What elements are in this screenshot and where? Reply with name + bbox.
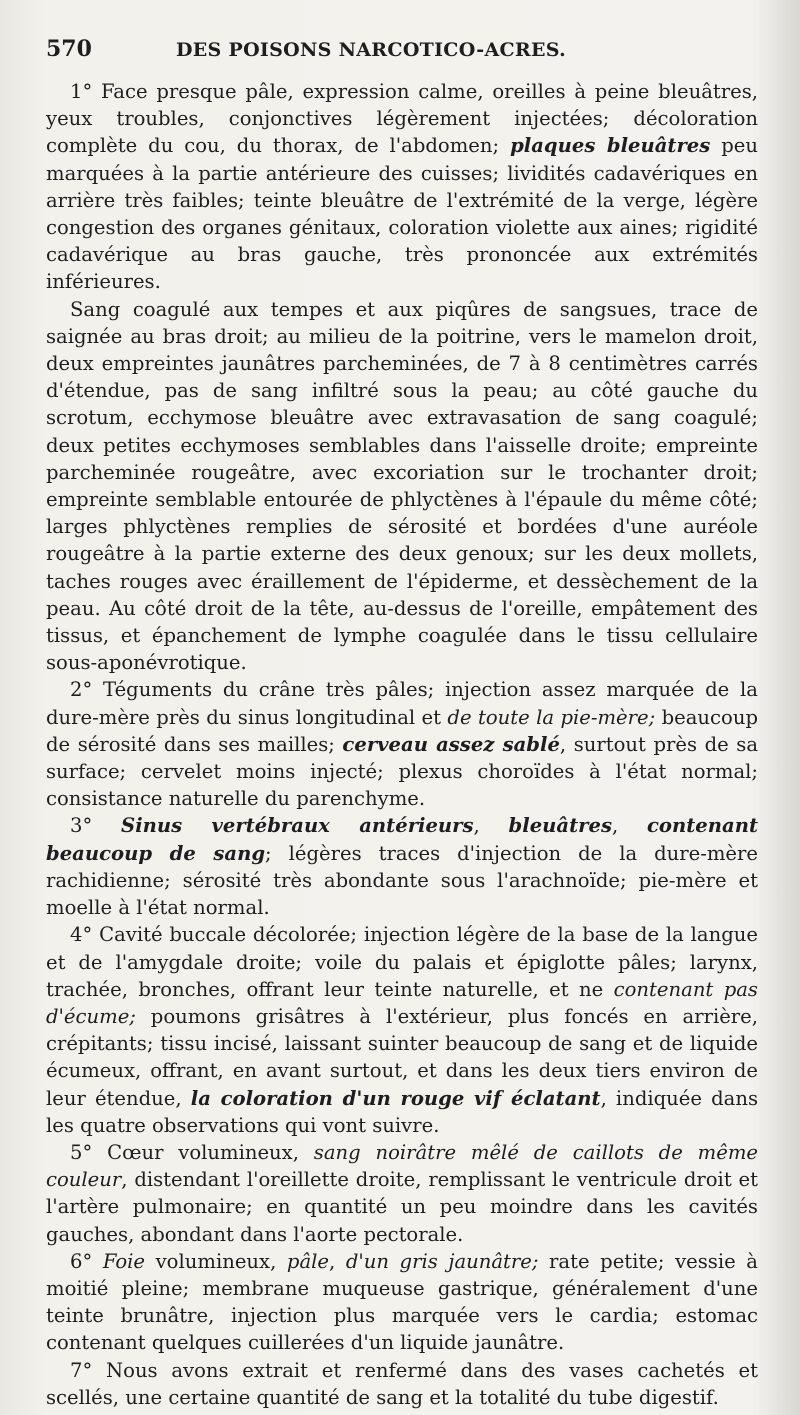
paragraph <box>46 78 758 296</box>
text-run: 5° Cœur volumineux, <box>70 1140 314 1164</box>
text-run: , indiquée dans les quatre observations qui vont suivre. <box>46 1086 758 1137</box>
text-run: poumons grisâtres à l'extérieur, plus foncés en arrière, crépitants; tissu incisé, laissant suinter beaucoup de sang et de liquide écumeux, offrant, en avant surtout, et dans les deux tiers environ de leur étendue, <box>46 1004 758 1110</box>
italic-run: de toute la pie-mère; <box>447 705 656 729</box>
text-run: 6° <box>70 1249 103 1273</box>
running-title: DES POISONS NARCOTICO-ACRES. <box>176 39 567 61</box>
text-run: , <box>329 1249 346 1273</box>
text-run: 1° Face presque pâle, expression calme, oreilles à peine bleuâtres, yeux troubles, conjonctives légèrement injectées; décoloration complète du cou, du thorax, de l'abdomen; <box>46 80 758 158</box>
italic-run: la coloration d'un rouge vif éclatant <box>190 1086 601 1110</box>
page-header <box>46 36 758 76</box>
text-run: 7° Nous avons extrait et renfermé dans des vases cachetés et scellés, une certaine quantité de sang et la totalité du tube digestif. <box>46 1358 758 1409</box>
text-run: Sang coagulé aux tempes et aux piqûres de sangsues, trace de saignée au bras droit; au milieu de la poitrine, vers le mamelon droit, deux empreintes jaunâtres parcheminées, de 7 à 8 centimètres carrés d'étendue, pas de sang infiltré sous la peau; au côté gauche du scrotum, ecchymose bleuâtre avec extravasation de sang coagulé; deux petites ecchymoses semblables dans l'aisselle droite; empreinte parcheminée rougeâtre, avec excoriation sur le trochanter droit; empreinte semblable entourée de phlyctènes à l'épaule du même côté; larges phlyctènes remplies de sérosité et bordées d'une auréole rougeâtre à la partie externe des deux genoux; sur les deux mollets, taches rouges avec éraillement de l'épiderme, et dessèchement de la peau. Au côté droit de la tête, au-dessus de l'oreille, empâtement des tissus, et épanchement de lymphe coagulée dans le tissu cellulaire sous-aponévrotique. <box>46 297 758 675</box>
paragraph <box>46 812 758 921</box>
text-run: beaucoup de sérosité dans ses mailles; <box>46 705 758 756</box>
text-run: , surtout près de sa surface; cervelet moins injecté; plexus choroïdes à l'état normal; consistance naturelle du parenchyme. <box>46 732 758 811</box>
page-body <box>46 78 758 1411</box>
text-run: rate petite; vessie à moitié pleine; membrane muqueuse gastrique, généralement d'une teinte brunâtre, injection plus marquée vers le cardia; estomac contenant quelques cuillerées d'un liquide jaunâtre. <box>46 1249 758 1355</box>
text-run: , <box>611 814 647 838</box>
paragraph <box>46 296 758 677</box>
italic-run: contenant beaucoup de sang <box>46 814 758 865</box>
text-run: peu marquées à la partie antérieure des cuisses; lividités cadavériques en arrière très faibles; teinte bleuâtre de l'extrémité de la verge, légère congestion des organes génitaux, coloration violette aux aines; rigidité cadavérique au bras gauche, très prononcée aux extrémités inférieures. <box>46 134 758 294</box>
paragraph <box>46 921 758 1139</box>
italic-run: Sinus vertébraux antérieurs <box>121 814 474 838</box>
paragraph <box>46 1357 758 1411</box>
italic-run: Foie <box>102 1249 146 1273</box>
text-run: 3° <box>70 814 122 838</box>
text-run: ; légères traces d'injection de la dure-mère rachidienne; sérosité très abondante sous l'arachnoïde; pie-mère et moelle à l'état normal. <box>46 841 758 920</box>
italic-run: cerveau assez sablé <box>342 732 560 756</box>
text-run: 2° Téguments du crâne très pâles; injection assez marquée de la dure-mère près du sinus longitudinal et <box>46 678 758 729</box>
italic-run: bleuâtres <box>508 814 612 838</box>
italic-run: d'un gris jaunâtre; <box>345 1249 539 1273</box>
text-run: , <box>473 814 509 838</box>
italic-run: plaques bleuâtres <box>510 134 711 158</box>
page-number: 570 <box>46 36 92 62</box>
text-run: , distendant l'oreillette droite, remplissant le ventricule droit et l'artère pulmonaire; en quantité un peu moindre dans les cavités gauches, abondant dans l'aorte pectorale. <box>46 1168 758 1246</box>
paragraph <box>46 1139 758 1248</box>
paragraph <box>46 1248 758 1357</box>
italic-run: contenant pas d'écume; <box>46 977 758 1028</box>
italic-run: pâle <box>286 1249 329 1273</box>
text-run: volumineux, <box>145 1249 287 1273</box>
text-run: 4° Cavité buccale décolorée; injection légère de la base de la langue et de l'amygdale droite; voile du palais et épiglotte pâles; larynx, trachée, bronches, offrant leur teinte naturelle, et ne <box>46 923 758 1001</box>
italic-run: sang noirâtre mêlé de caillots de même couleur <box>46 1140 758 1192</box>
paragraph <box>46 676 758 812</box>
